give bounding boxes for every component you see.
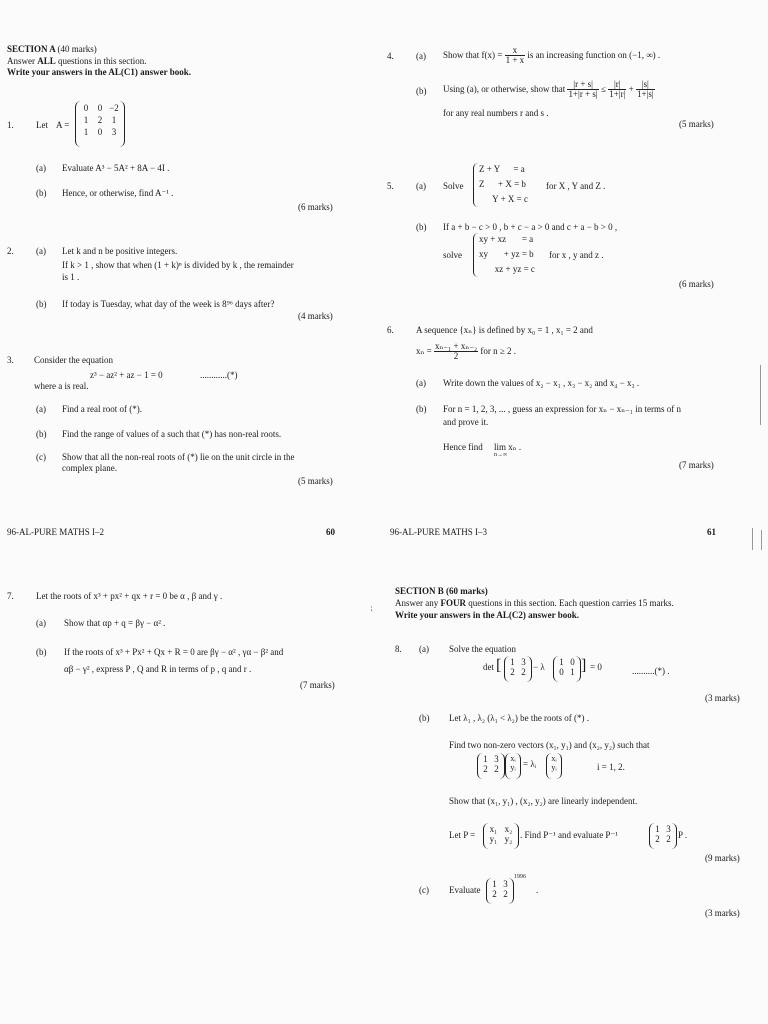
q4b-line: Using (a), or otherwise, show that $\frac{|r + s|}{1+|r + s|}$ ≤ $\frac{|r|}{1+|r|}$ + $\frac{|s|}{1+|s|}$ (443, 79, 654, 100)
q5-marks: (6 marks) (679, 279, 714, 289)
vector-cell: yᵢ (551, 763, 557, 772)
q2a-text-2: If k > 1 , show that when (1 + k)ⁿ is divided by k , the remainder (62, 260, 294, 270)
q2-number: 2. (7, 246, 14, 256)
q5a-eq-3: Y + X = c (479, 194, 528, 204)
matrix-cell: 2 (655, 834, 660, 844)
q8a-label: (a) (419, 644, 429, 654)
page-number-60: 60 (326, 527, 335, 537)
q8c-marks: (3 marks) (705, 908, 740, 918)
q8b-text-3: Show that (x₁, y₁) , (x₂, y₂) are linearly independent. (449, 796, 638, 806)
q7a-label: (a) (36, 618, 46, 628)
q4-marks: (5 marks) (679, 119, 714, 129)
q8c-text: Evaluate (449, 885, 481, 895)
q4b-fraction-1: $\frac{|r + s|}{1+|r + s|}$ (568, 79, 598, 100)
matrix-cell: 1 (655, 824, 660, 834)
matrix-cell: 1 (483, 754, 488, 764)
page-edge-line (761, 530, 762, 550)
q4b-text-2: for any real numbers r and s . (443, 108, 549, 118)
q8a-matrix-1 (504, 656, 532, 682)
q7a-text: Show that αp + q = βγ − α² . (64, 618, 166, 628)
q3-number: 3. (7, 355, 14, 365)
q5a-solve: Solve (443, 181, 464, 191)
q8b-matrix-a (649, 823, 677, 849)
matrix-cell: 3 (503, 879, 508, 889)
q8c-matrix (486, 878, 514, 904)
footer-left-page-61: 96-AL-PURE MATHS I–3 (390, 527, 488, 537)
q7b-text-2: αβ − γ² , express P , Q and R in terms of p , q and r . (64, 664, 252, 674)
q4-number: 4. (387, 51, 394, 61)
q3a-text: Find a real root of (*). (62, 404, 142, 414)
q4a-line: Show that f(x) = $\frac{x}{1 + x}$ is an increasing function on (−1, ∞) . (443, 45, 661, 66)
matrix-cell: 0 (97, 127, 103, 137)
q2b-label: (b) (36, 299, 47, 309)
q6b-text-2: and prove it. (443, 417, 489, 427)
q5b-eq-3: xz + yz = c (479, 264, 535, 274)
q5b-for: for x , y and z . (549, 250, 604, 260)
q3c-text-2: complex plane. (62, 463, 117, 473)
q3c-text-1: Show that all the non-real roots of (*) lie on the unit circle in the (62, 452, 295, 462)
q8-number: 8. (395, 644, 402, 654)
q1a-text: Evaluate A³ − 5A² + 8A − 4I . (62, 163, 170, 173)
matrix-cell: x₁ (489, 824, 498, 834)
q8a-bracket-open: [ (496, 657, 502, 674)
q8b-i-range: i = 1, 2. (597, 762, 625, 772)
matrix-cell: 0 (97, 103, 103, 113)
q2b-text: If today is Tuesday, what day of the week is 8⁹⁶ days after? (62, 299, 275, 309)
q5b-text: If a + b − c > 0 , b + c − a > 0 and c + a − b > 0 , (443, 222, 618, 232)
q2a-text-3: is 1 . (62, 272, 80, 282)
q8c-end: . (536, 885, 539, 895)
q3-intro: Consider the equation (34, 355, 113, 365)
q6-hence: Hence find (443, 442, 483, 452)
q5-number: 5. (387, 181, 394, 191)
matrix-cell: x₂ (504, 824, 513, 834)
vector-cell: xᵢ (551, 754, 557, 763)
q3-where: where a is real. (34, 381, 89, 391)
q5b-eq-1: xy + xz = a (479, 234, 534, 244)
q1b-text: Hence, or otherwise, find A⁻¹ . (62, 188, 174, 198)
section-b-instruction-1: Answer any FOUR questions in this section. Each question carries 15 marks. (395, 598, 674, 608)
q3b-label: (b) (36, 429, 47, 439)
q7b-label: (b) (36, 647, 47, 657)
q8b-matrix-p (483, 823, 519, 849)
q8b-label: (b) (419, 713, 430, 723)
matrix-cell: 2 (492, 889, 497, 899)
matrix-cell: 0 (570, 657, 575, 667)
q3-equation: z³ − az² + az − 1 = 0 (90, 370, 163, 380)
q7-number: 7. (7, 591, 14, 601)
matrix-cell: 1 (83, 115, 89, 125)
q8b-text-1: Let λ₁ , λ₂ (λ₁ < λ₂) be the roots of (*) . (449, 713, 590, 723)
q1-matrix (75, 101, 125, 147)
matrix-cell: 2 (510, 667, 515, 677)
vector-cell: xᵢ (510, 754, 516, 763)
q8c-power: 1996 (514, 874, 526, 880)
matrix-cell: 3 (494, 754, 499, 764)
matrix-cell: y₂ (504, 834, 513, 844)
q5a-eq-2: Z + X = b (479, 179, 526, 189)
q8c-label: (c) (419, 885, 429, 895)
matrix-cell: 0 (559, 667, 564, 677)
q6a-label: (a) (416, 378, 426, 388)
q5b-solve: solve (443, 250, 462, 260)
matrix-cell: 2 (521, 667, 526, 677)
q5b-label: (b) (416, 222, 427, 232)
q4b-fraction-2: $\frac{|r|}{1+|r|}$ (609, 79, 626, 100)
page-edge-line (752, 528, 753, 550)
matrix-cell: 0 (83, 103, 89, 113)
q6-intro: A sequence {xₙ} is defined by x₀ = 1 , x₁ = 2 and (416, 325, 593, 335)
q3-marks: (5 marks) (298, 476, 333, 486)
matrix-cell: y₁ (489, 834, 498, 844)
q8b-marks: (9 marks) (705, 853, 740, 863)
q6b-label: (b) (416, 404, 427, 414)
q5a-for: for X , Y and Z . (546, 181, 606, 191)
q8b-matrix (477, 753, 505, 779)
q2-marks: (4 marks) (298, 311, 333, 321)
page-edge-line (760, 365, 761, 425)
q8b-text-2: Find two non-zero vectors (x₁, y₁) and (x₂, y₂) such that (449, 740, 650, 750)
matrix-cell: 1 (111, 115, 117, 125)
q4b-fraction-3: $\frac{|s|}{1+|s|}$ (636, 79, 654, 100)
q7-marks: (7 marks) (300, 680, 335, 690)
q1-marks: (6 marks) (298, 202, 333, 212)
q2a-text-1: Let k and n be positive integers. (62, 246, 178, 256)
q3a-label: (a) (36, 404, 46, 414)
matrix-cell: 2 (503, 889, 508, 899)
q6a-text: Write down the values of x₂ − x₁ , x₃ − x₂ and x₄ − x₃ . (443, 378, 640, 388)
vector-cell: yᵢ (510, 763, 516, 772)
q8a-matrix-identity (553, 656, 581, 682)
section-b-title: SECTION B (395, 586, 444, 596)
page-number-61: 61 (707, 527, 716, 537)
q4a-fraction: $\frac{x}{1 + x}$ (505, 45, 525, 66)
footer-left-page-60: 96-AL-PURE MATHS I–2 (7, 527, 105, 537)
q7-intro: Let the roots of x³ + px² + qx + r = 0 be α , β and γ . (36, 591, 223, 601)
q8b-p-end: P . (678, 830, 688, 840)
q1a-label: (a) (36, 163, 46, 173)
q8a-marks: (3 marks) (705, 693, 740, 703)
q8b-find-p: . Find P⁻¹ and evaluate P⁻¹ (520, 830, 618, 840)
q8a-text: Solve the equation (449, 644, 516, 654)
section-a-instruction-2: Write your answers in the AL(C1) answer book. (7, 67, 192, 77)
q8a-tag: ..........(*) . (632, 666, 670, 676)
q3c-label: (c) (36, 452, 46, 462)
q7b-text-1: If the roots of x³ + Px² + Qx + R = 0 are βγ − α² , γα − β² and (64, 647, 284, 657)
q4a-label: (a) (416, 51, 426, 61)
q6-limit: lim xₙ . (494, 442, 522, 452)
matrix-cell: 1 (510, 657, 515, 667)
matrix-cell: 1 (559, 657, 564, 667)
section-a-marks: (40 marks) (57, 44, 97, 54)
matrix-cell: 1 (83, 127, 89, 137)
q2a-label: (a) (36, 246, 46, 256)
section-a-instruction-1: Answer ALL questions in this section. (7, 56, 147, 66)
q8a-minus-lambda: − λ (533, 662, 545, 672)
q8a-eq-zero: = 0 (590, 662, 602, 672)
section-a-title: SECTION A (7, 44, 56, 54)
q5b-brace (473, 233, 478, 277)
q5a-label: (a) (416, 181, 426, 191)
section-b-instruction-2: Write your answers in the AL(C2) answer book. (395, 610, 580, 620)
matrix-cell: 2 (97, 115, 103, 125)
matrix-cell: −2 (109, 103, 119, 113)
q5a-eq-1: Z + Y = a (479, 164, 525, 174)
q1-let: Let (36, 120, 48, 130)
q8b-eq-lambda: = λᵢ (523, 759, 537, 769)
q6-marks: (7 marks) (679, 460, 714, 470)
matrix-cell: 3 (666, 824, 671, 834)
q8b-let-p: Let P = (449, 830, 476, 840)
matrix-cell: 2 (483, 764, 488, 774)
q3-equation-tag: ............(*) (200, 370, 238, 380)
matrix-cell: 2 (666, 834, 671, 844)
scan-mark: ⁏ (370, 603, 373, 612)
q8b-vector-1 (505, 753, 521, 779)
q6-recurrence: xₙ = $\frac{\text{xₙ₋₁ + xₙ₋₂}}{2}$ for n ≥ 2 . (416, 341, 517, 362)
section-b-marks: (60 marks) (446, 586, 488, 596)
q1-number: 1. (7, 120, 14, 130)
q5b-eq-2: xy + yz = b (479, 249, 534, 259)
q4b-label: (b) (416, 86, 427, 96)
q6b-text-1: For n = 1, 2, 3, ... , guess an expression for xₙ − xₙ₋₁ in terms of n (443, 404, 682, 414)
q6-limit-subscript: n→∞ (494, 452, 508, 458)
matrix-cell: 3 (111, 127, 117, 137)
q8b-vector-2 (546, 753, 562, 779)
q1b-label: (b) (36, 188, 47, 198)
q8a-det: det (483, 662, 494, 672)
q1-a-eq: A = (56, 120, 70, 130)
q6-fraction: $\frac{\text{xₙ₋₁ + xₙ₋₂}}{2}$ (434, 341, 478, 362)
q3b-text: Find the range of values of a such that (*) has non-real roots. (62, 429, 282, 439)
matrix-cell: 1 (570, 667, 575, 677)
q6-number: 6. (387, 325, 394, 335)
q5a-brace (473, 163, 478, 207)
matrix-cell: 1 (492, 879, 497, 889)
matrix-cell: 2 (494, 764, 499, 774)
q8a-bracket-close: ] (581, 657, 587, 674)
matrix-cell: 3 (521, 657, 526, 667)
